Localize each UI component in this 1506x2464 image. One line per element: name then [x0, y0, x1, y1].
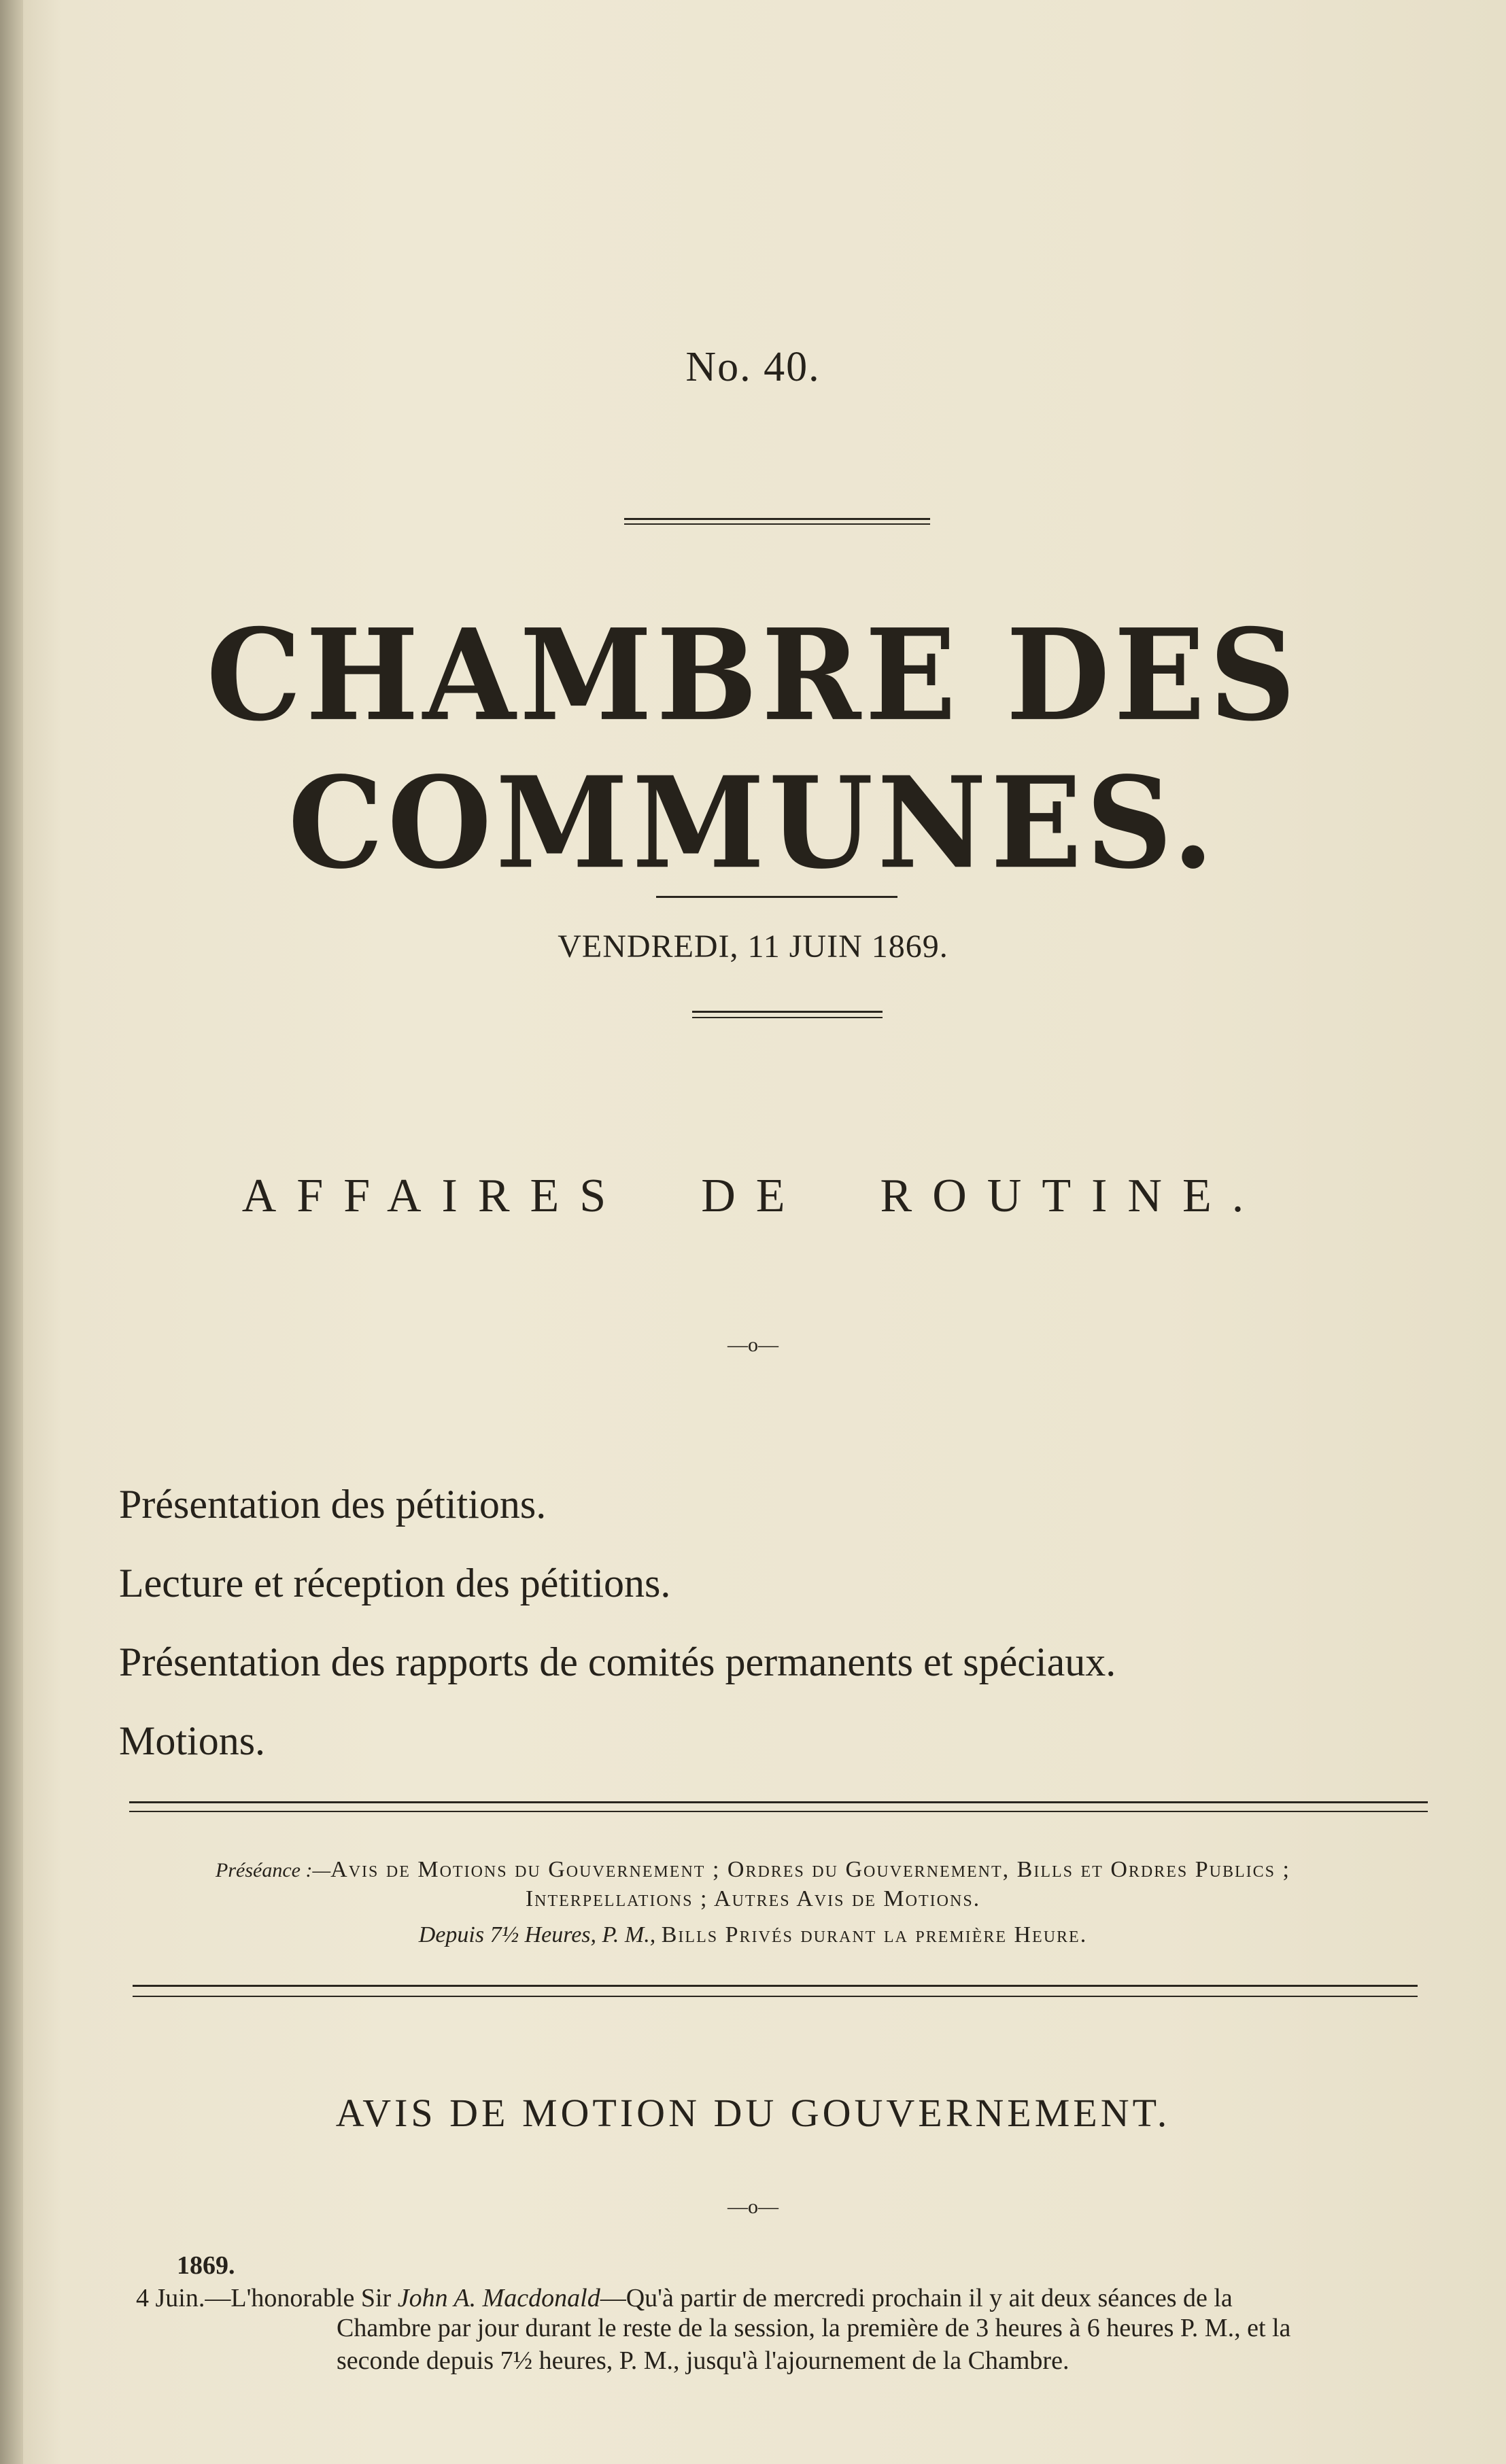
routine-heading-word: DE	[701, 1170, 806, 1222]
motion-year: 1869.	[177, 2251, 235, 2280]
divider	[129, 1811, 1428, 1812]
divider	[624, 523, 930, 525]
issue-number: No. 40.	[685, 344, 821, 390]
precedence-block	[0, 1856, 1506, 1913]
motion-line: seconde depuis 7½ heures, P. M., jusqu'à l'ajournement de la Chambre.	[337, 2346, 1069, 2375]
routine-list	[119, 1465, 1116, 1780]
depuis-text: Bills Privés durant la première Heure.	[661, 1922, 1088, 1947]
divider	[656, 896, 897, 898]
routine-heading-word: AFFAIRES	[241, 1170, 627, 1222]
section-heading: AVIS DE MOTION DU GOUVERNEMENT.	[335, 2091, 1171, 2135]
precedence-line: Interpellations ; Autres Avis de Motions.	[525, 1886, 981, 1911]
motion-line: Chambre par jour durant le reste de la session, la première de 3 heures à 6 heures P. M., et la	[337, 2314, 1291, 2342]
routine-heading	[0, 1169, 1506, 1224]
divider	[624, 518, 930, 520]
ornament: —o—	[728, 2196, 778, 2218]
divider	[133, 1996, 1418, 1997]
list-item: Lecture et réception des pétitions.	[119, 1561, 671, 1606]
precedence-line: Avis de Motions du Gouvernement ; Ordres du Gouvernement, Bills et Ordres Publics ;	[330, 1857, 1290, 1882]
precedence-depuis	[0, 1922, 1506, 1948]
motion-text: —Qu'à partir de mercredi prochain il y ait deux séances de la	[600, 2284, 1233, 2312]
divider	[692, 1017, 883, 1018]
sitting-date: VENDREDI, 11 JUIN 1869.	[558, 929, 948, 965]
divider	[133, 1985, 1418, 1987]
precedence-lead: Préséance :—	[216, 1859, 331, 1881]
routine-heading-word: ROUTINE.	[880, 1170, 1265, 1222]
page-title: CHAMBRE DES COMMUNES.	[206, 601, 1300, 897]
motion-mover-name: John A. Macdonald	[397, 2284, 600, 2312]
motion-date: 4 Juin.	[136, 2284, 205, 2312]
list-item: Présentation des rapports de comités permanents et spéciaux.	[119, 1639, 1116, 1684]
motion-mover-prefix: —L'honorable Sir	[205, 2284, 392, 2312]
divider	[692, 1011, 883, 1013]
divider	[129, 1801, 1428, 1803]
motion-line	[136, 2283, 1233, 2314]
ornament: —o—	[728, 1334, 778, 1356]
depuis-lead: Depuis 7½ Heures, P. M.,	[418, 1922, 656, 1947]
list-item: Motions.	[119, 1718, 266, 1763]
list-item: Présentation des pétitions.	[119, 1482, 547, 1527]
